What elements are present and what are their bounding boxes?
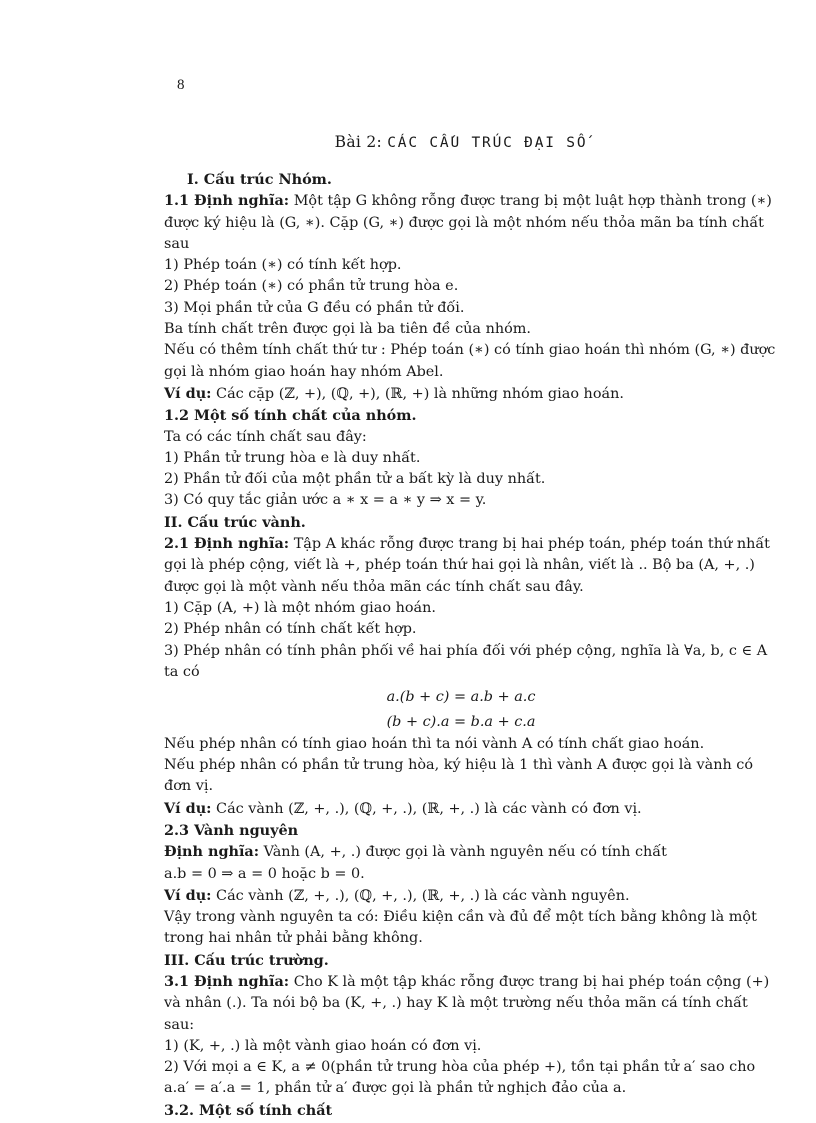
bold-lead: 3.1 Định nghĩa: — [164, 972, 290, 990]
line-text: a.a′ = a′.a = 1, phần tử a′ được gọi là phần tử nghịch đảo của a. — [164, 1080, 627, 1097]
document-body — [164, 169, 776, 1121]
line-text: Vành (A, +, .) được gọi là vành nguyên nếu có tính chất — [259, 844, 667, 861]
line-text: 3) Phép nhân có tính phân phối về hai phía đối với phép cộng, nghĩa là ∀a, b, c ∈ A — [164, 642, 768, 659]
line-text: ta có — [164, 663, 200, 680]
line-text: Nếu phép nhân có tính giao hoán thì ta nói vành A có tính chất giao hoán. — [164, 735, 705, 752]
text-line — [164, 427, 758, 448]
line-text: 1) Phép toán (∗) có tính kết hợp. — [164, 257, 402, 274]
line-text: Các vành (ℤ, +, .), (ℚ, +, .), (ℝ, +, .) là các vành nguyên. — [211, 887, 630, 904]
text-line — [164, 641, 768, 662]
text-line — [164, 276, 758, 297]
text-line — [164, 598, 758, 619]
line-text: Các cặp (ℤ, +), (ℚ, +), (ℝ, +) là những nhóm giao hoán. — [211, 385, 624, 402]
text-line — [164, 662, 758, 683]
line-text: Nếu phép nhân có phần tử trung hòa, ký hiệu là 1 thì vành A được gọi là vành có — [164, 757, 754, 774]
text-line — [164, 255, 758, 276]
text-line — [164, 340, 776, 361]
line-text: gọi là nhóm giao hoán hay nhóm Abel. — [164, 363, 444, 380]
lesson-title-prefix: Bài 2: — [334, 133, 388, 151]
text-line — [164, 555, 758, 576]
line-text: Một tập G không rỗng được trang bị một luật hợp thành trong (∗) — [289, 193, 772, 210]
section-heading: 2.3 Vành nguyên — [164, 821, 299, 839]
text-line — [164, 213, 764, 234]
bold-lead: Định nghĩa: — [164, 843, 260, 861]
text-line — [164, 971, 770, 993]
text-line — [164, 533, 770, 555]
text-line — [164, 993, 758, 1014]
line-text: Các vành (ℤ, +, .), (ℚ, +, .), (ℝ, +, .) là các vành có đơn vị. — [211, 800, 642, 817]
text-line — [164, 907, 758, 928]
text-line — [164, 776, 758, 797]
line-text: Ba tính chất trên được gọi là ba tiên đề của nhóm. — [164, 321, 531, 338]
line-text: 2) Phép nhân có tính chất kết hợp. — [164, 621, 417, 638]
text-line — [164, 755, 758, 776]
line-text: gọi là phép cộng, viết là +, phép toán thứ hai gọi là nhân, viết là .. Bộ ba (A, +, .) — [164, 557, 755, 574]
formula-line: a.(b + c) = a.b + a.c — [386, 689, 536, 706]
line-text: a.b = 0 ⇒ a = 0 hoặc b = 0. — [164, 865, 365, 882]
line-text: trong hai nhân tử phải bằng không. — [164, 930, 423, 947]
section-heading: 3.2. Một số tính chất — [164, 1101, 333, 1119]
text-line — [164, 619, 758, 640]
line-text: Tập A khác rỗng được trang bị hai phép toán, phép toán thứ nhất — [289, 536, 770, 553]
text-line — [164, 1078, 758, 1099]
line-text: Vậy trong vành nguyên ta có: Điều kiện cần và đủ để một tích bằng không là một — [164, 909, 757, 926]
text-line — [164, 362, 758, 383]
text-line — [164, 841, 758, 863]
text-line — [164, 864, 758, 885]
line-text: 1) Phần tử trung hòa e là duy nhất. — [164, 449, 421, 466]
bold-lead: 2.1 Định nghĩa: — [164, 535, 290, 553]
text-line — [164, 298, 758, 319]
section-heading: II. Cấu trúc vành. — [164, 513, 306, 531]
line-text: và nhân (.). Ta nói bộ ba (K, +, .) hay K là một trường nếu thỏa mãn cá tính chất — [164, 995, 748, 1012]
line-text: 3) Mọi phần tử của G đều có phần tử đối. — [164, 299, 465, 316]
line-text: Cho K là một tập khác rỗng được trang bị hai phép toán cộng (+) — [289, 973, 770, 990]
text-line — [164, 734, 758, 755]
text-line — [164, 319, 758, 340]
section-heading: 1.2 Một số tính chất của nhóm. — [164, 407, 417, 425]
text-line — [164, 234, 758, 255]
line-text: 1) Cặp (A, +) là một nhóm giao hoán. — [164, 599, 436, 616]
text-line — [164, 885, 758, 907]
line-text: 2) Phép toán (∗) có phần tử trung hòa e. — [164, 278, 459, 295]
section-heading: I. Cấu trúc Nhóm. — [187, 171, 332, 188]
page-number: 8 — [177, 77, 185, 93]
text-line — [164, 1015, 758, 1036]
formula-line: (b + c).a = b.a + c.a — [386, 714, 536, 731]
line-text: đơn vị. — [164, 778, 214, 795]
bold-lead: Ví dụ: — [164, 799, 212, 817]
bold-lead: Ví dụ: — [164, 384, 212, 402]
text-line — [164, 383, 758, 405]
line-text: sau — [164, 235, 190, 252]
text-line — [164, 928, 758, 949]
line-text: Nếu có thêm tính chất thứ tư : Phép toán (∗) có tính giao hoán thì nhóm (G, ∗) được — [164, 342, 776, 359]
text-line — [164, 469, 758, 490]
text-line — [164, 1036, 758, 1057]
line-text: 2) Phần tử đối của một phần tử a bất kỳ là duy nhất. — [164, 471, 546, 488]
text-line — [164, 448, 758, 469]
text-line — [164, 190, 772, 212]
line-text: được ký hiệu là (G, ∗). Cặp (G, ∗) được gọi là một nhóm nếu thỏa mãn ba tính chất — [164, 214, 764, 231]
line-text: 2) Với mọi a ∈ K, a ≠ 0(phần tử trung hòa của phép +), tồn tại phần tử a′ sao cho — [164, 1059, 756, 1076]
bold-lead: Ví dụ: — [164, 886, 212, 904]
line-text: 1) (K, +, .) là một vành giao hoán có đơn vị. — [164, 1037, 482, 1054]
line-text: 3) Có quy tắc giản ước a ∗ x = a ∗ y ⇒ x = y. — [164, 492, 487, 509]
line-text: Ta có các tính chất sau đây: — [164, 428, 367, 445]
text-line — [164, 577, 758, 598]
lesson-title — [164, 132, 758, 154]
line-text: được gọi là một vành nếu thỏa mãn các tính chất sau đây. — [164, 578, 584, 595]
bold-lead: 1.1 Định nghĩa: — [164, 192, 290, 210]
lesson-title-caps: CÁC CẤU TRÚC ĐẠI SỐ — [387, 135, 588, 151]
line-text: sau: — [164, 1016, 195, 1033]
section-heading: III. Cấu trúc trường. — [164, 951, 329, 969]
text-line — [164, 798, 758, 820]
text-line — [164, 1057, 758, 1078]
text-line — [164, 490, 758, 511]
